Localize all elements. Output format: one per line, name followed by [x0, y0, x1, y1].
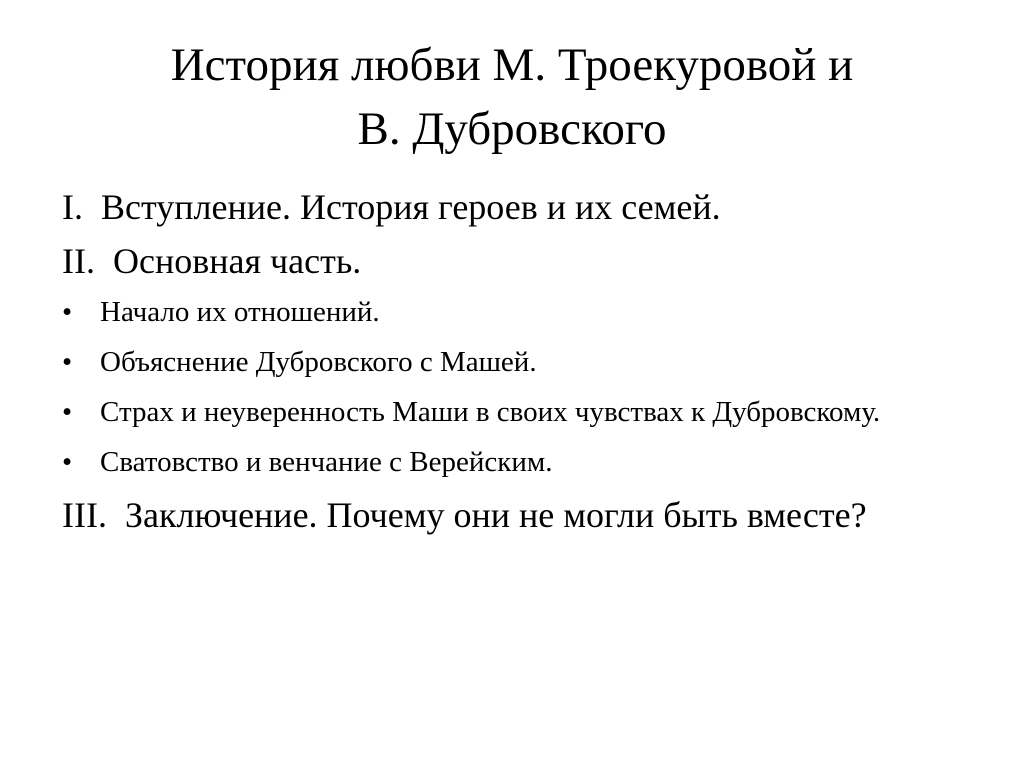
list-item-text: Страх и неуверенность Маши в своих чувствах к Дубровскому. — [100, 396, 881, 428]
section-conclusion — [62, 494, 962, 536]
list-item — [62, 394, 962, 430]
bullet-list — [62, 294, 962, 480]
section-numeral: II. — [62, 241, 113, 281]
bullet-icon: • — [62, 296, 73, 328]
list-item — [62, 344, 962, 380]
section-numeral: I. — [62, 187, 101, 227]
list-item-text: Начало их отношений. — [100, 296, 380, 328]
bullet-icon: • — [62, 346, 73, 378]
bullet-icon: • — [62, 446, 73, 478]
slide-content — [62, 186, 962, 548]
list-item — [62, 294, 962, 330]
section-text: Основная часть. — [112, 241, 362, 281]
list-item — [62, 444, 962, 480]
section-numeral: III. — [62, 495, 125, 535]
list-item-text: Сватовство и венчание с Верейским. — [100, 446, 553, 478]
section-text: Заключение. Почему они не могли быть вместе? — [124, 495, 867, 535]
section-main-part — [62, 240, 962, 282]
bullet-icon: • — [62, 396, 73, 428]
list-item-text: Объяснение Дубровского с Машей. — [100, 346, 537, 378]
section-introduction — [62, 186, 962, 228]
section-text: Вступление. История героев и их семей. — [101, 187, 721, 227]
slide-title: История любви М. Троекуровой и В. Дубровского — [170, 39, 854, 155]
